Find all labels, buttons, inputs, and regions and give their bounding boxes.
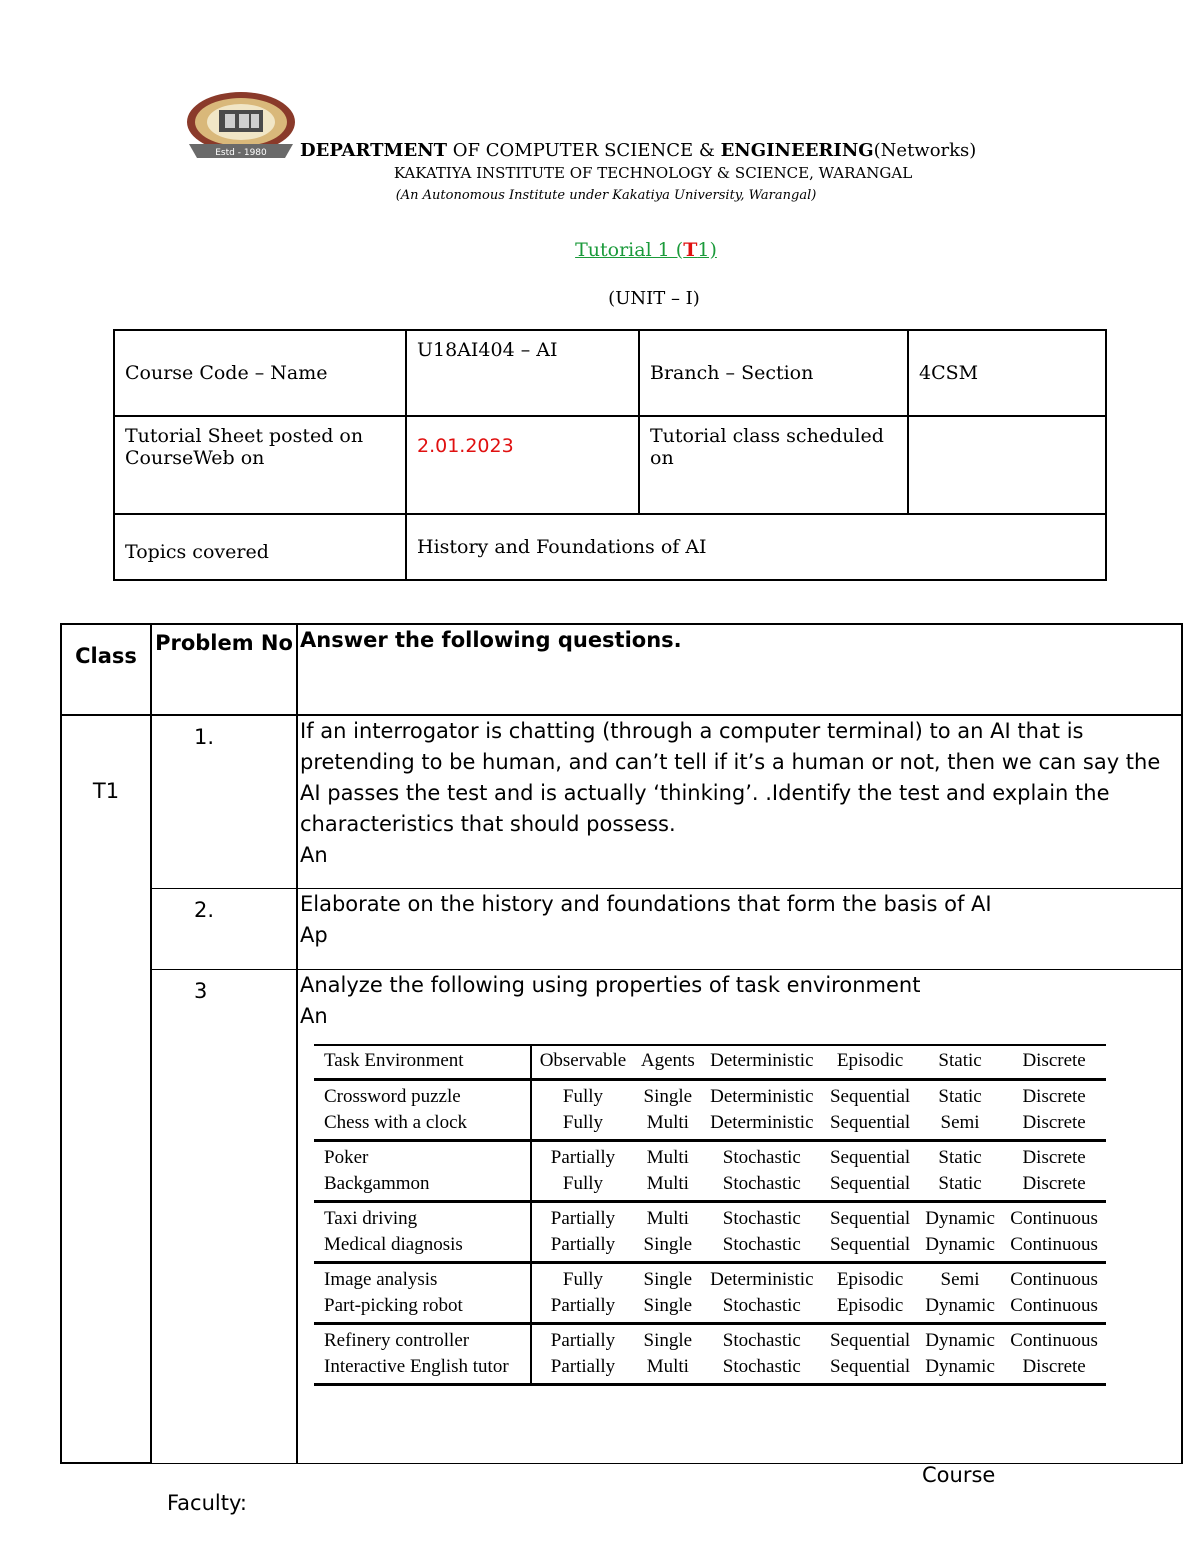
course-code-value: U18AI404 – AI xyxy=(406,330,639,416)
problem-question: Analyze the following using properties of task environment xyxy=(300,972,921,997)
env-task-name: Interactive English tutor xyxy=(314,1354,531,1385)
env-property: Multi xyxy=(646,1207,689,1229)
course-info-table xyxy=(113,329,1107,581)
env-row xyxy=(314,1293,1106,1324)
env-task-name: Refinery controller xyxy=(314,1323,531,1354)
env-property: Discrete xyxy=(1022,1146,1086,1168)
problem-row-3 xyxy=(61,969,1182,1463)
env-property: Single xyxy=(643,1268,693,1290)
topics-label: Topics covered xyxy=(114,514,406,580)
env-row xyxy=(314,1323,1106,1354)
env-task-name: Poker xyxy=(314,1140,531,1171)
env-property: Episodic xyxy=(822,1293,918,1324)
env-property: Multi xyxy=(646,1146,689,1168)
env-row xyxy=(314,1110,1106,1141)
env-property: Fully xyxy=(531,1171,635,1202)
problem-number: 1. xyxy=(151,715,297,888)
course-row xyxy=(114,330,1106,416)
env-property: Fully xyxy=(562,1268,604,1290)
env-property: Partially xyxy=(531,1293,635,1324)
problems-table xyxy=(60,623,1183,1464)
env-property: Dynamic xyxy=(918,1354,1002,1385)
env-property: Stochastic xyxy=(701,1354,822,1385)
env-property: Stochastic xyxy=(722,1207,801,1229)
tutorial-prefix: Tutorial 1 ( xyxy=(575,239,684,261)
env-property: Stochastic xyxy=(701,1293,822,1324)
env-property: Dynamic xyxy=(918,1293,1002,1324)
env-property: Continuous xyxy=(1002,1293,1106,1324)
env-property: Semi xyxy=(940,1268,980,1290)
bloom-level: Ap xyxy=(300,922,328,947)
tutorial-suffix: 1) xyxy=(697,239,717,261)
env-row xyxy=(314,1232,1106,1263)
env-row xyxy=(314,1201,1106,1232)
env-property: Stochastic xyxy=(701,1171,822,1202)
env-property: Multi xyxy=(634,1110,701,1141)
env-header-cell: Observable xyxy=(531,1045,635,1080)
env-task-name: Image analysis xyxy=(314,1262,531,1293)
env-property: Partially xyxy=(550,1207,616,1229)
autonomous-note: (An Autonomous Institute under Kakatiya University, Warangal) xyxy=(395,188,817,203)
engineering-word: ENGINEERING xyxy=(720,140,874,161)
env-property: Dynamic xyxy=(925,1329,995,1351)
faculty-label: Faculty: xyxy=(167,1491,247,1515)
env-task-name: Medical diagnosis xyxy=(314,1232,531,1263)
env-property: Continuous xyxy=(1010,1207,1098,1229)
problem-question: Elaborate on the history and foundations that form the basis of AI xyxy=(300,891,992,916)
department-tail: (Networks) xyxy=(873,140,977,161)
problem-number: 3 xyxy=(151,969,297,1463)
env-property: Sequential xyxy=(822,1110,918,1141)
env-property: Sequential xyxy=(822,1354,918,1385)
env-property: Partially xyxy=(531,1354,635,1385)
topics-row xyxy=(114,514,1106,580)
env-property: Stochastic xyxy=(722,1146,801,1168)
env-property: Sequential xyxy=(829,1146,911,1168)
env-header-cell: Discrete xyxy=(1002,1045,1106,1080)
env-property: Fully xyxy=(562,1085,604,1107)
env-property: Deterministic xyxy=(701,1110,822,1141)
env-property: Sequential xyxy=(822,1171,918,1202)
env-property: Discrete xyxy=(1002,1110,1106,1141)
env-property: Deterministic xyxy=(710,1268,814,1290)
env-property: Discrete xyxy=(1022,1085,1086,1107)
env-header-cell: Static xyxy=(918,1045,1002,1080)
env-task-name: Crossword puzzle xyxy=(314,1079,531,1110)
env-task-name: Backgammon xyxy=(314,1171,531,1202)
env-property: Partially xyxy=(550,1146,616,1168)
problem-text xyxy=(297,888,1182,969)
env-property: Semi xyxy=(918,1110,1002,1141)
env-property: Episodic xyxy=(836,1268,904,1290)
env-property: Partially xyxy=(531,1232,635,1263)
env-task-name: Chess with a clock xyxy=(314,1110,531,1141)
tutorial-t: T xyxy=(683,239,698,261)
class-header: Class xyxy=(61,624,151,715)
env-header-cell: Deterministic xyxy=(701,1045,822,1080)
class-value: T1 xyxy=(61,715,151,1463)
problem-no-header: Problem No xyxy=(151,624,297,715)
env-row xyxy=(314,1171,1106,1202)
tutorial-title xyxy=(0,239,1200,261)
logo-text: Estd - 1980 xyxy=(215,148,267,158)
course-label: Course xyxy=(922,1463,996,1487)
answer-header: Answer the following questions. xyxy=(297,624,1182,715)
scheduled-label: Tutorial class scheduled on xyxy=(639,416,908,514)
problem-question: If an interrogator is chatting (through a computer terminal) to an AI that is pretending to be human, and can’t tell if it’s a human or not, then we can say the AI passes the test and is actually ‘thinking’. .Identify the test and explain the characteristics that should possess. xyxy=(300,719,1161,836)
posted-date: 2.01.2023 xyxy=(417,435,514,457)
env-header-row xyxy=(314,1045,1106,1080)
env-row xyxy=(314,1079,1106,1110)
posted-value xyxy=(406,416,639,514)
posted-label: Tutorial Sheet posted on CourseWeb on xyxy=(114,416,406,514)
env-property: Deterministic xyxy=(710,1085,814,1107)
env-property: Sequential xyxy=(829,1085,911,1107)
branch-label: Branch – Section xyxy=(639,330,908,416)
env-property: Continuous xyxy=(1002,1232,1106,1263)
bloom-level: An xyxy=(300,1003,328,1028)
env-property: Multi xyxy=(634,1354,701,1385)
env-property: Discrete xyxy=(1002,1171,1106,1202)
env-task-name: Taxi driving xyxy=(314,1201,531,1232)
env-property: Partially xyxy=(550,1329,616,1351)
env-property: Single xyxy=(643,1085,693,1107)
bloom-level: An xyxy=(300,843,328,867)
institute-name: KAKATIYA INSTITUTE OF TECHNOLOGY & SCIENCE, WARANGAL xyxy=(393,164,913,182)
topics-value: History and Foundations of AI xyxy=(406,514,1106,580)
course-code-label: Course Code – Name xyxy=(114,330,406,416)
env-property: Stochastic xyxy=(722,1329,801,1351)
env-property: Multi xyxy=(634,1171,701,1202)
unit-label: (UNIT – I) xyxy=(608,288,700,309)
env-property: Sequential xyxy=(829,1329,911,1351)
env-property: Dynamic xyxy=(918,1232,1002,1263)
env-property: Discrete xyxy=(1002,1354,1106,1385)
env-property: Sequential xyxy=(829,1207,911,1229)
env-body xyxy=(314,1079,1106,1384)
env-property: Dynamic xyxy=(925,1207,995,1229)
problem-row-1 xyxy=(61,715,1182,888)
problems-header-row xyxy=(61,624,1182,715)
env-row xyxy=(314,1262,1106,1293)
env-task-name: Part-picking robot xyxy=(314,1293,531,1324)
env-row xyxy=(314,1354,1106,1385)
problem-row-2 xyxy=(61,888,1182,969)
env-property: Static xyxy=(918,1171,1002,1202)
env-property: Continuous xyxy=(1010,1329,1098,1351)
problem-text xyxy=(297,969,1182,1463)
branch-value: 4CSM xyxy=(908,330,1106,416)
env-property: Single xyxy=(643,1329,693,1351)
env-property: Stochastic xyxy=(701,1232,822,1263)
department-mid: OF COMPUTER SCIENCE & xyxy=(447,140,721,161)
department-word: DEPARTMENT xyxy=(300,140,448,161)
env-property: Static xyxy=(938,1146,982,1168)
env-header-cell: Episodic xyxy=(822,1045,918,1080)
task-environment-table xyxy=(314,1044,1106,1386)
env-property: Fully xyxy=(531,1110,635,1141)
env-property: Single xyxy=(634,1293,701,1324)
problem-text xyxy=(297,715,1182,888)
institute-logo xyxy=(185,92,297,162)
env-header-cell: Agents xyxy=(634,1045,701,1080)
env-row xyxy=(314,1140,1106,1171)
scheduled-value xyxy=(908,416,1106,514)
schedule-row xyxy=(114,416,1106,514)
department-title xyxy=(300,140,976,161)
env-property: Sequential xyxy=(822,1232,918,1263)
env-property: Static xyxy=(938,1085,982,1107)
problem-number: 2. xyxy=(151,888,297,969)
env-header-cell: Task Environment xyxy=(314,1045,531,1080)
env-property: Continuous xyxy=(1010,1268,1098,1290)
env-property: Single xyxy=(634,1232,701,1263)
